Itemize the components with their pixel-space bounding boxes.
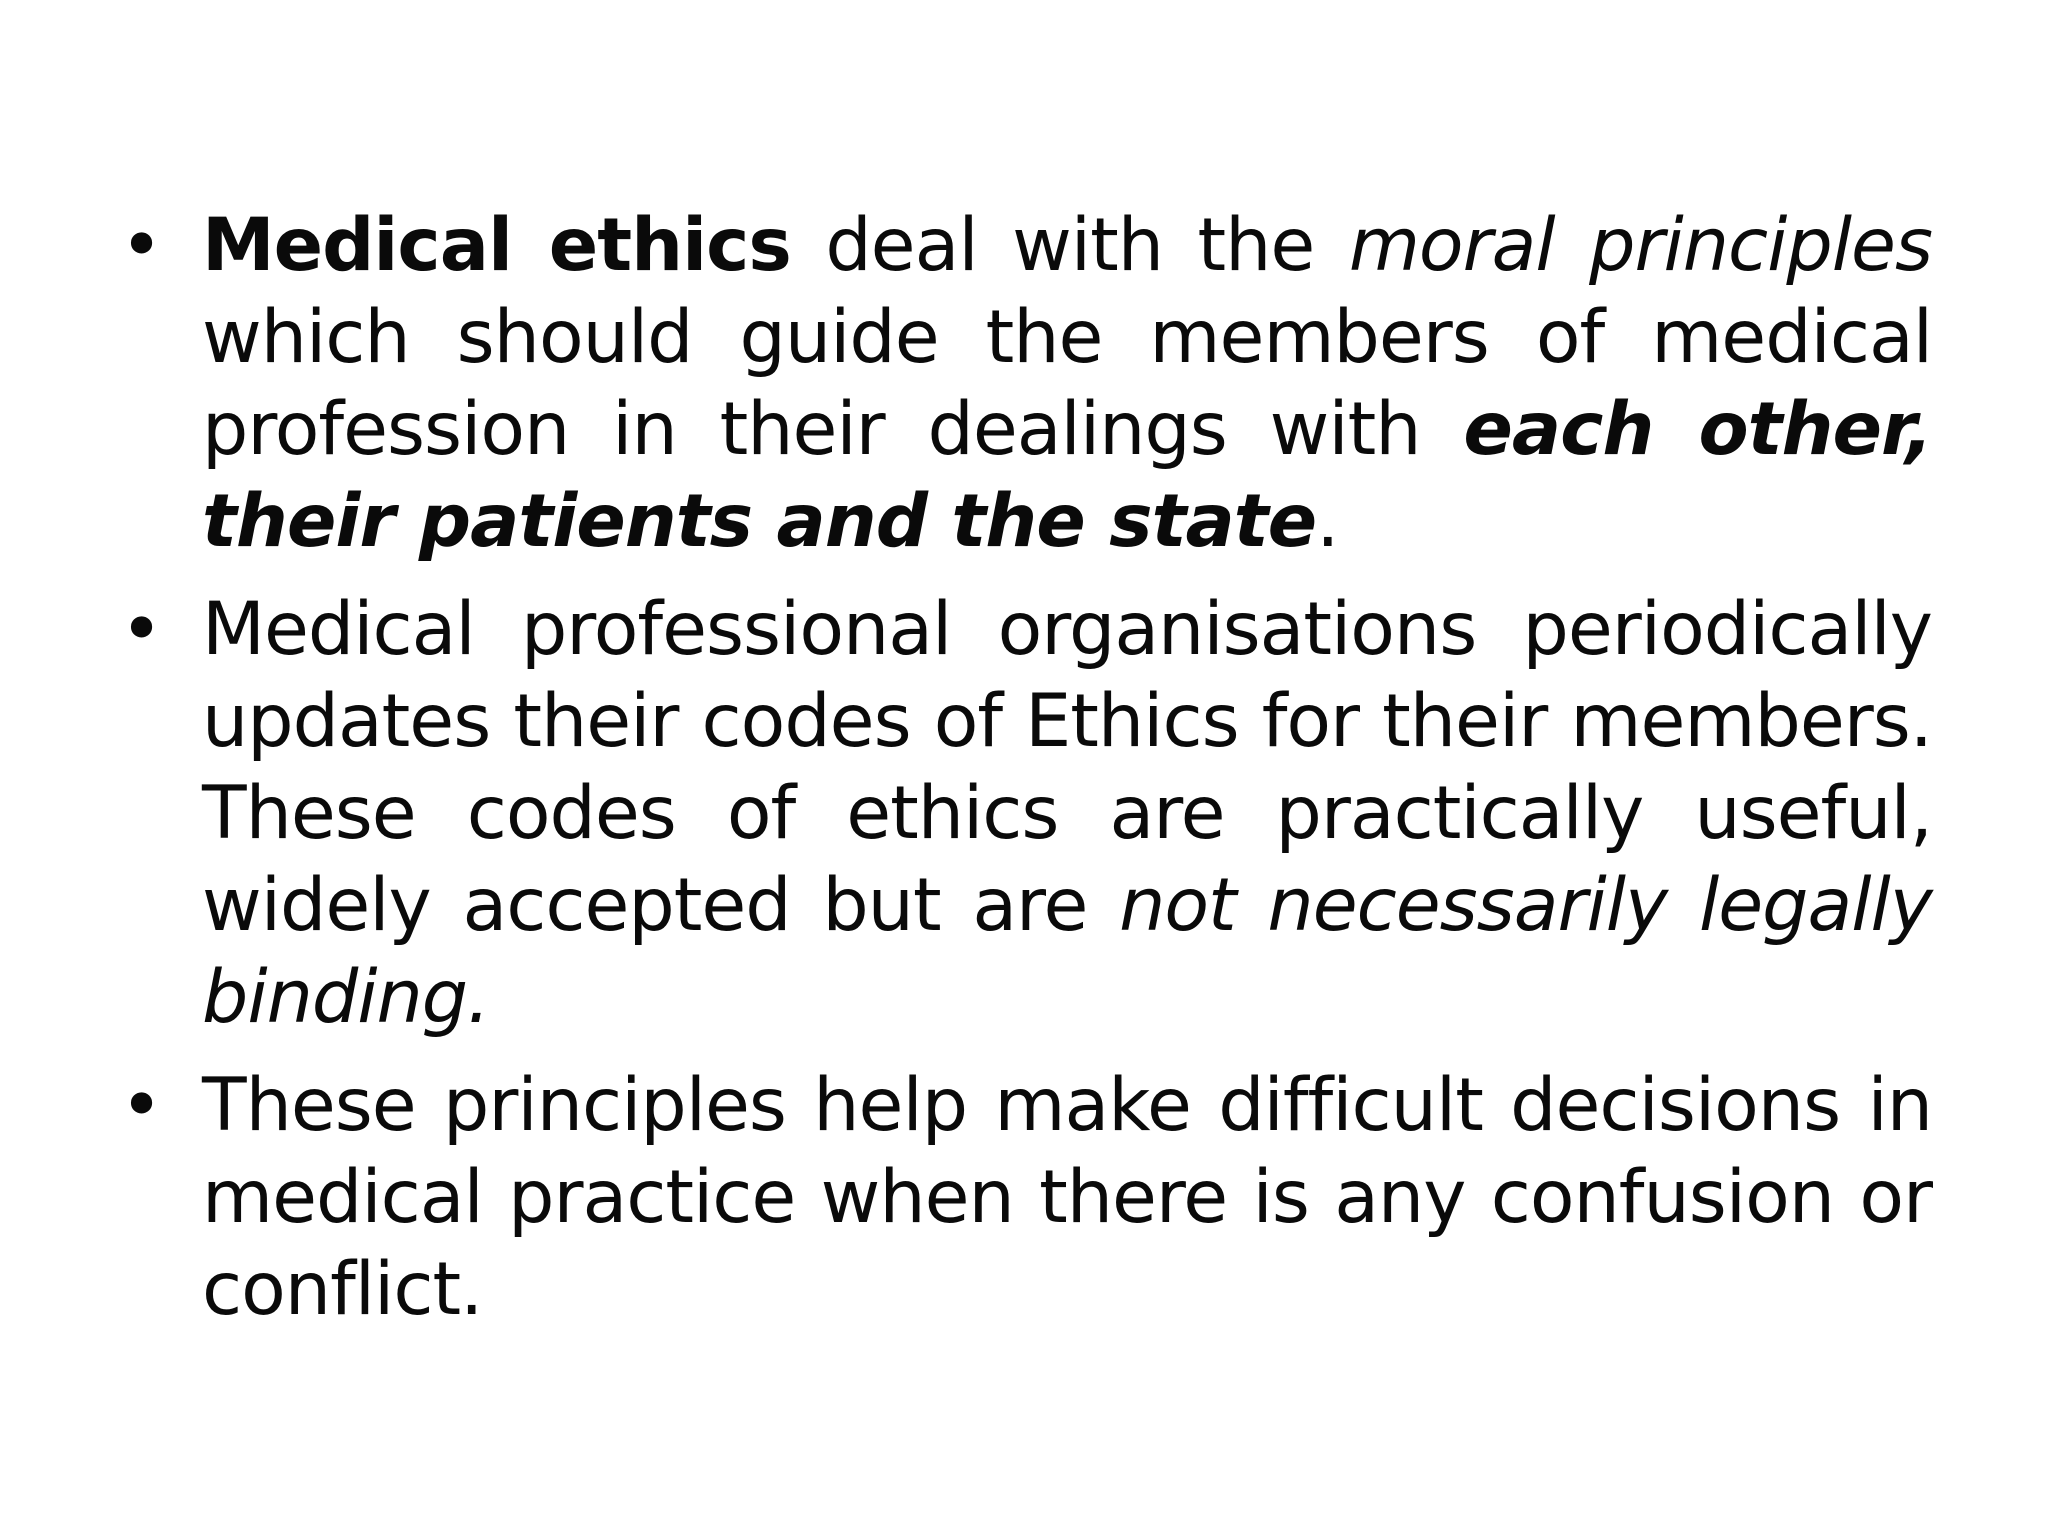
bullet-text: . — [1316, 479, 1339, 564]
bullet-item — [120, 200, 1932, 568]
bullet-marker: • — [120, 1063, 163, 1148]
bullet-text: These principles help make difficult decisions in medical practice when there is any confusion or conflict. — [202, 1063, 1932, 1332]
bullet-marker: • — [120, 203, 163, 288]
bullet-text: deal with the — [790, 203, 1349, 288]
bullet-marker: • — [120, 587, 163, 672]
bullet-text: which should guide the members of medical profession in their dealings with — [202, 295, 1932, 472]
emphasis-each-other: each other, their patients and the state — [202, 387, 1932, 564]
bullet-item — [120, 1060, 1932, 1336]
emphasis-moral-principles: moral principles — [1348, 203, 1933, 288]
bullet-text: Medical professional organisations periodically updates their codes of Ethics for their members. These codes of ethics are practically useful, widely accepted but are — [202, 587, 1932, 948]
bullet-list — [120, 200, 1932, 1352]
emphasis-not-legally-binding: not necessarily legally binding. — [202, 863, 1933, 1040]
bullet-item — [120, 584, 1932, 1044]
term-medical-ethics: Medical ethics — [202, 203, 791, 288]
